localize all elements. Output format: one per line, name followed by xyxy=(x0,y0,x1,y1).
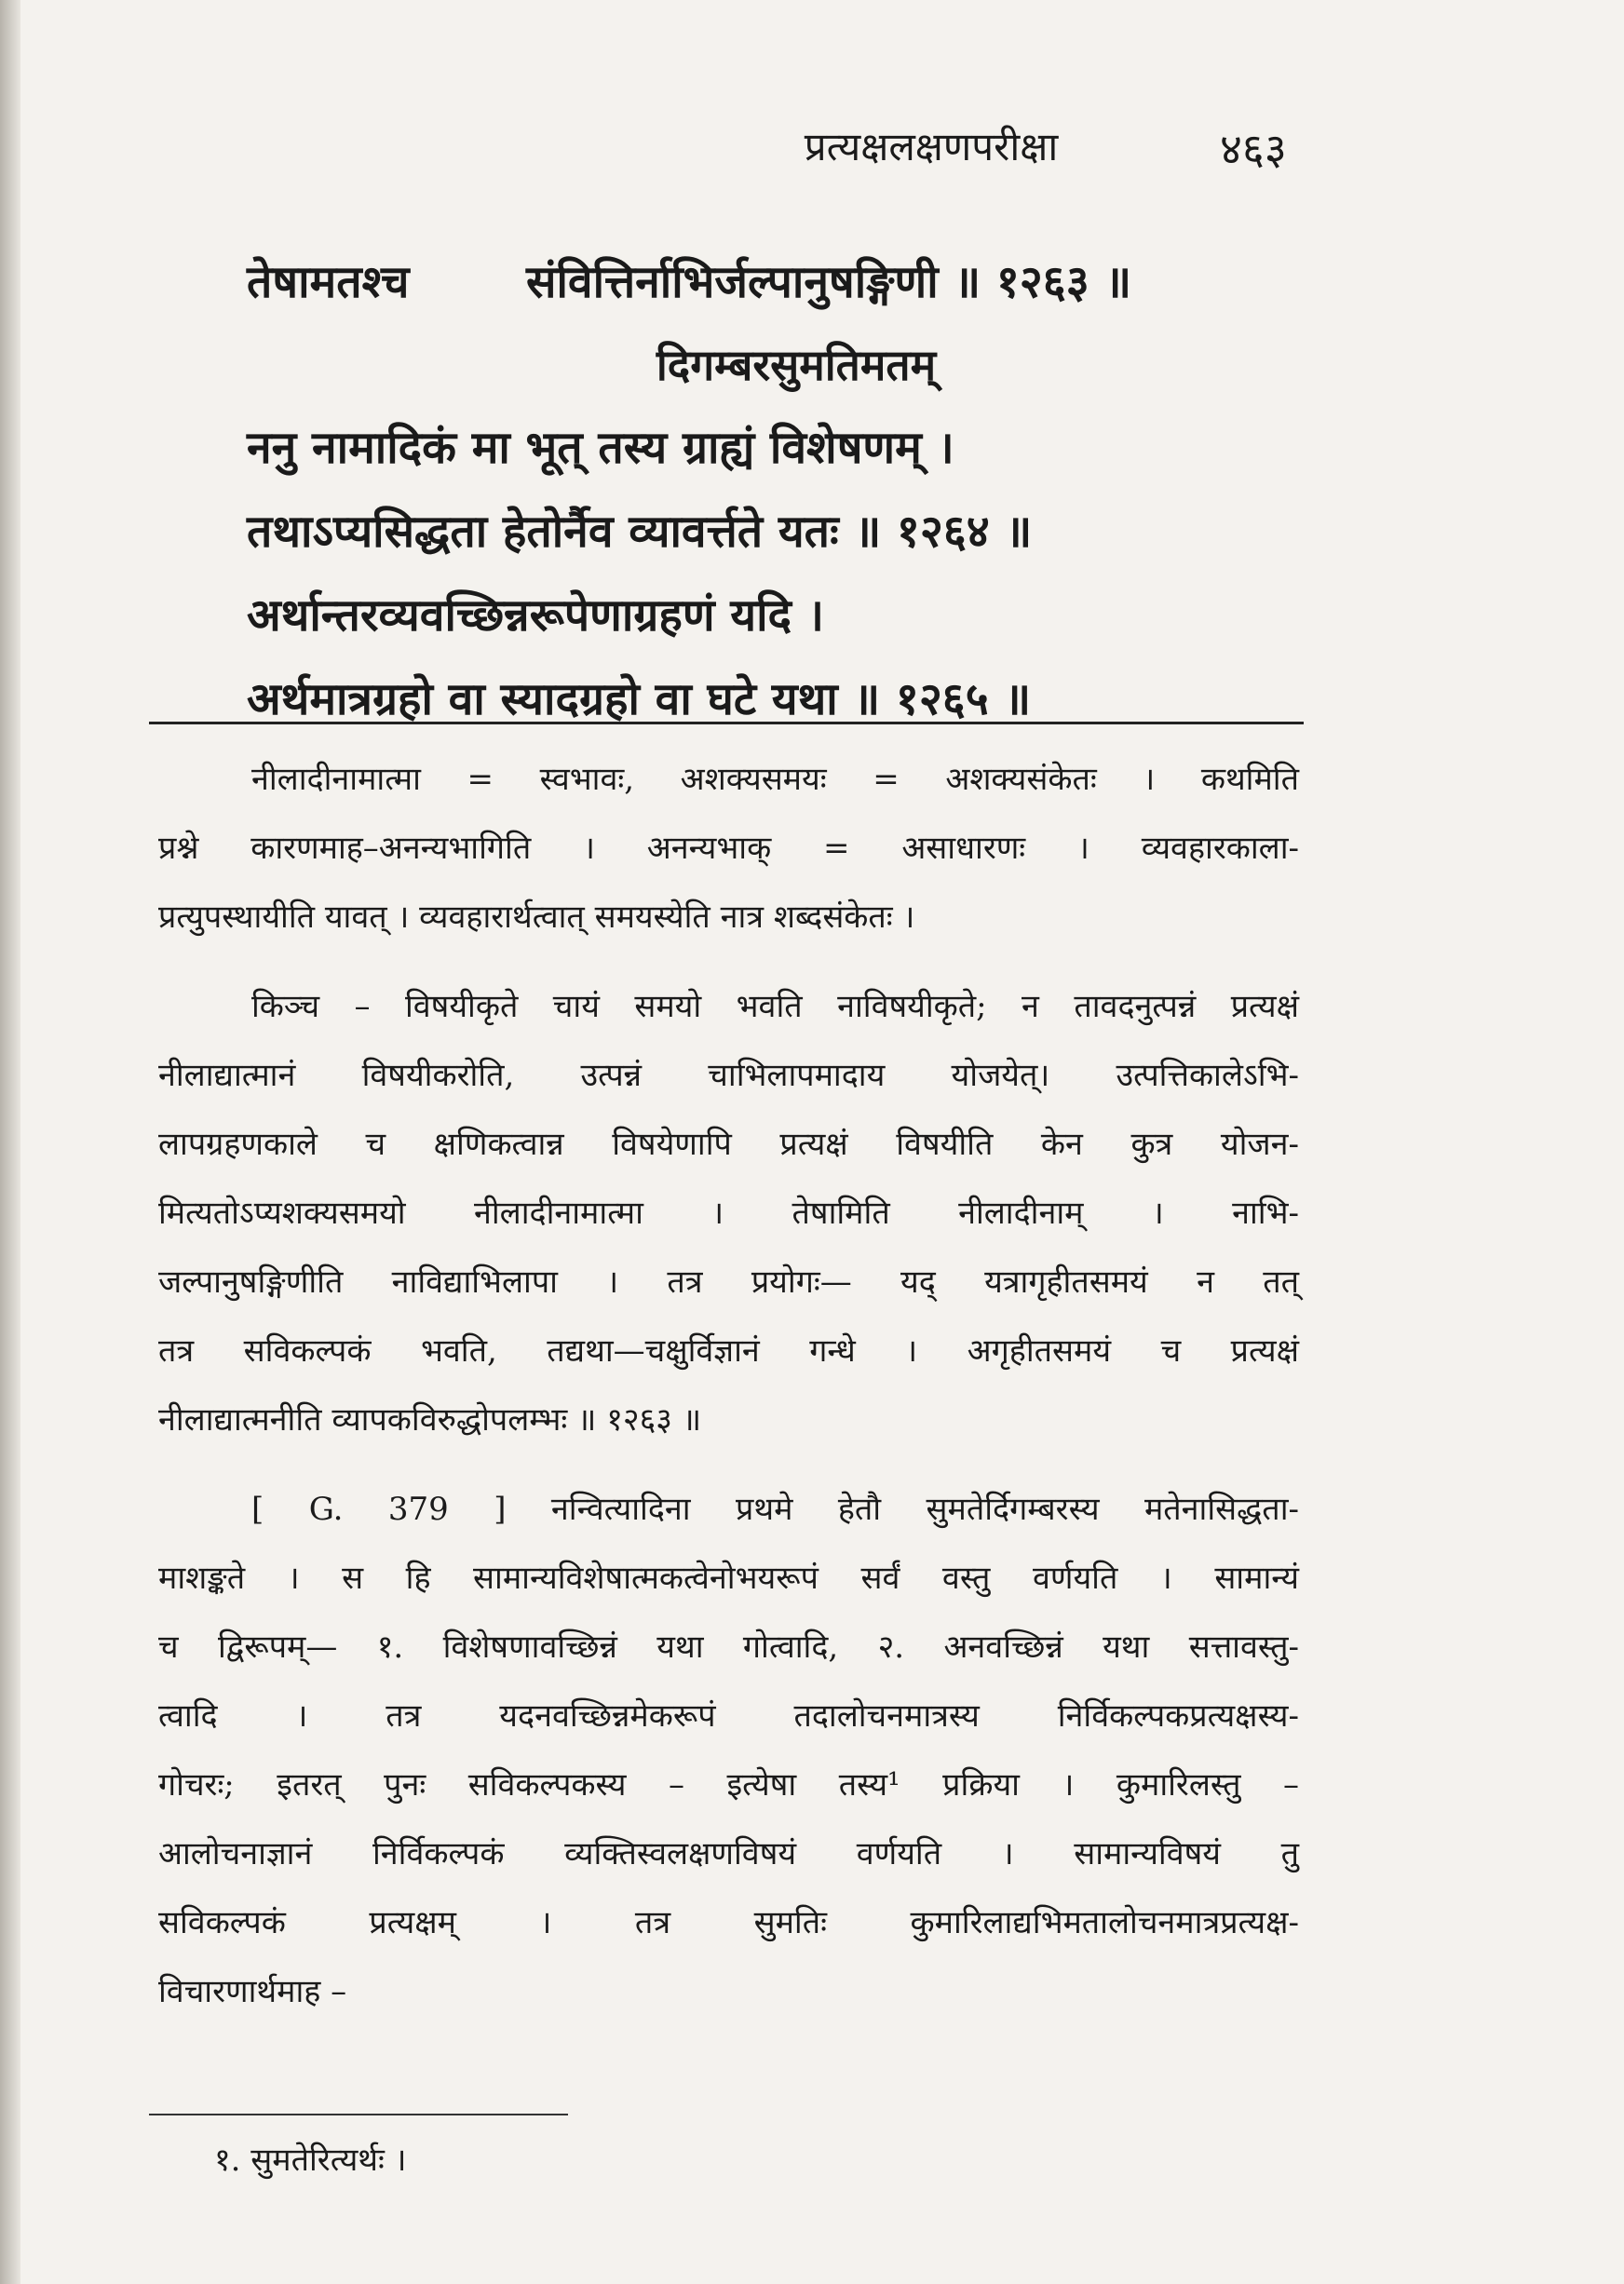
verse-line-end: संवित्तिर्नाभिर्जल्पानुषङ्गिणी ॥ १२६३ ॥ xyxy=(526,256,1132,308)
page-number: ४६३ xyxy=(1220,124,1287,174)
verse-line: ननु नामादिकं मा भूत् तस्य ग्राह्यं विशेषणम् । xyxy=(247,422,954,474)
commentary-line: नीलादीनामात्मा = स्वभावः, अशक्यसमयः = अशक्यसंकेतः । कथमिति xyxy=(251,761,1299,798)
commentary-line: [ G. 379 ] नन्वित्यादिना प्रथमे हेतौ सुमतेर्दिगम्बरस्य मतेनासिद्धता- xyxy=(251,1491,1299,1528)
commentary xyxy=(158,745,1299,2047)
commentary-line: गोचरः; इतरत् पुनः सविकल्पकस्य – इत्येषा तस्य¹ प्रक्रिया । कुमारिलस्तु – xyxy=(158,1766,1299,1804)
verse-line: अर्थमात्रग्रहो वा स्यादग्रहो वा घटे यथा ॥ १२६५ ॥ xyxy=(247,673,1032,725)
commentary-paragraph xyxy=(158,1475,1299,2026)
footnote: १. सुमतेरित्यर्थः । xyxy=(214,2142,407,2179)
commentary-paragraph xyxy=(158,972,1299,1454)
commentary-line: तत्र सविकल्पकं भवति, तद्यथा—चक्षुर्विज्ञानं गन्धे । अगृहीतसमयं च प्रत्यक्षं xyxy=(158,1332,1299,1370)
commentary-line: त्वादि । तत्र यदनवच्छिन्नमेकरूपं तदालोचनमात्रस्य निर्विकल्पकप्रत्यक्षस्य- xyxy=(158,1697,1299,1735)
commentary-line: नीलाद्यात्मनीति व्यापकविरुद्धोपलम्भः ॥ १२६३ ॥ xyxy=(158,1401,702,1439)
section-heading: दिगम्बरसुमतिमतम् xyxy=(656,340,937,390)
commentary-line: प्रत्युपस्थायीति यावत् । व्यवहारार्थत्वात् समयस्येति नात्र शब्दसंकेतः । xyxy=(158,899,915,936)
verse-line xyxy=(247,240,1290,324)
commentary-line: आलोचनाज्ञानं निर्विकल्पकं व्यक्तिस्वलक्षणविषयं वर्णयति । सामान्यविषयं तु xyxy=(158,1835,1299,1872)
section-divider xyxy=(149,722,1304,724)
verse-line: अर्थान्तरव्यवच्छिन्नरूपेणाग्रहणं यदि । xyxy=(247,589,824,642)
verse-line-start: तेषामतश्च xyxy=(247,256,410,308)
commentary-line: जल्पानुषङ्गिणीति नाविद्याभिलापा । तत्र प्रयोगः— यद् यत्रागृहीतसमयं न तत् xyxy=(158,1264,1299,1301)
commentary-line: नीलाद्यात्मानं विषयीकरोति, उत्पन्नं चाभिलापमादाय योजयेत्। उत्पत्तिकालेऽभि- xyxy=(158,1057,1299,1094)
verse-line: तथाऽप्यसिद्धता हेतोर्नैव व्यावर्त्तते यतः ॥ १२६४ ॥ xyxy=(247,506,1033,558)
footnote-divider xyxy=(149,2114,568,2115)
commentary-line: सविकल्पकं प्रत्यक्षम् । तत्र सुमतिः कुमारिलाद्यभिमतालोचनमात्रप्रत्यक्ष- xyxy=(158,1904,1299,1941)
binding-edge xyxy=(0,0,20,2284)
commentary-line: लापग्रहणकाले च क्षणिकत्वान्न विषयेणापि प्रत्यक्षं विषयीति केन कुत्र योजन- xyxy=(158,1126,1299,1163)
commentary-line: विचारणार्थमाह – xyxy=(158,1973,347,2010)
commentary-line: च द्विरूपम्— १. विशेषणावच्छिन्नं यथा गोत्वादि, २. अनवच्छिन्नं यथा सत्तावस्तु- xyxy=(158,1629,1299,1666)
commentary-line: मित्यतोऽप्यशक्यसमयो नीलादीनामात्मा । तेषामिति नीलादीनाम् । नाभि- xyxy=(158,1195,1299,1232)
commentary-line: प्रश्ने कारणमाह–अनन्यभागिति । अनन्यभाक् = असाधारणः । व्यवहारकाला- xyxy=(158,830,1299,867)
commentary-line: माशङ्कते । स हि सामान्यविशेषात्मकत्वेनोभयरूपं सर्वं वस्तु वर्णयति । सामान्यं xyxy=(158,1560,1299,1597)
running-title: प्रत्यक्षलक्षणपरीक्षा xyxy=(804,124,1059,169)
commentary-line: किञ्च – विषयीकृते चायं समयो भवति नाविषयीकृते; न तावदनुत्पन्नं प्रत्यक्षं xyxy=(251,988,1299,1025)
verse-block xyxy=(247,240,1290,741)
commentary-paragraph xyxy=(158,745,1299,952)
